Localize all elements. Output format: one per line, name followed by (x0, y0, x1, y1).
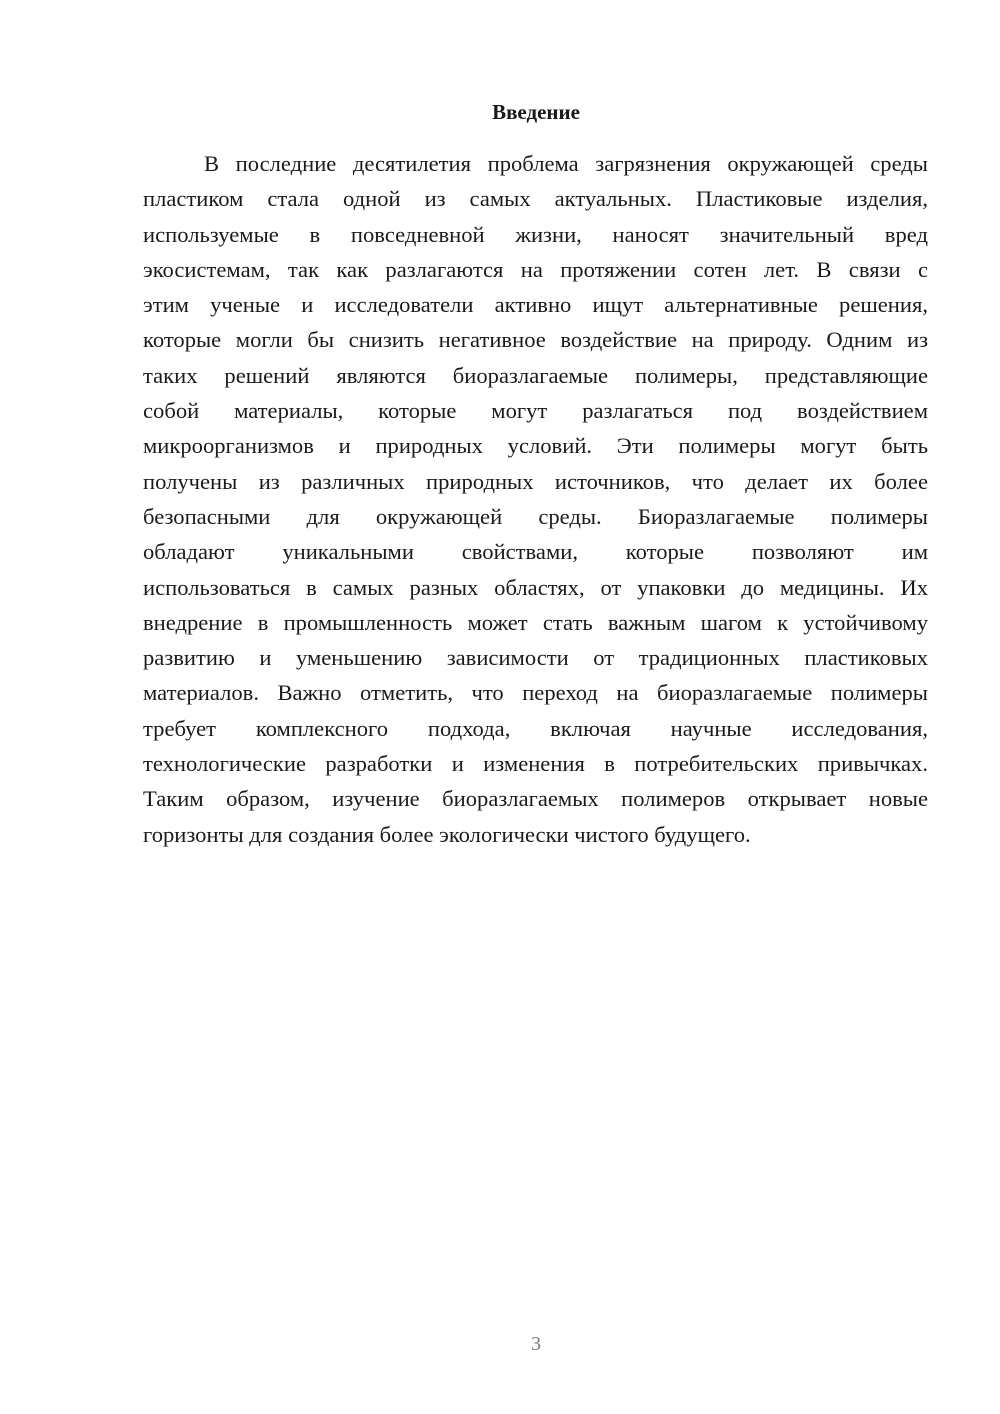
paragraph-line: горизонты для создания более экологически чистого будущего. (143, 821, 751, 847)
paragraph-line: технологические разработки и изменения в потребительских привычках. (143, 751, 928, 777)
paragraph-line: пластиком стала одной из самых актуальных. Пластиковые изделия, (143, 186, 928, 212)
paragraph-line: внедрение в промышленность может стать важным шагом к устойчивому (143, 609, 928, 635)
body-paragraph (143, 146, 928, 852)
paragraph-line: микроорганизмов и природных условий. Эти полимеры могут быть (143, 433, 928, 459)
page-number: 3 (531, 1333, 541, 1355)
section-heading: Введение (492, 100, 580, 124)
paragraph-line: экосистемам, так как разлагаются на протяжении сотен лет. В связи с (143, 256, 928, 282)
paragraph-line: собой материалы, которые могут разлагаться под воздействием (143, 398, 928, 424)
paragraph-line: В последние десятилетия проблема загрязнения окружающей среды (204, 151, 928, 176)
paragraph-line: этим ученые и исследователи активно ищут альтернативные решения, (143, 292, 928, 318)
paragraph-line: таких решений являются биоразлагаемые полимеры, представляющие (143, 362, 928, 388)
paragraph-line: использоваться в самых разных областях, от упаковки до медицины. Их (143, 574, 928, 600)
paragraph-line: развитию и уменьшению зависимости от традиционных пластиковых (143, 645, 928, 671)
paragraph-line: материалов. Важно отметить, что переход на биоразлагаемые полимеры (143, 680, 928, 706)
paragraph-line: Таким образом, изучение биоразлагаемых полимеров открывает новые (143, 786, 928, 812)
paragraph-line: получены из различных природных источников, что делает их более (143, 468, 928, 494)
paragraph-line: безопасными для окружающей среды. Биоразлагаемые полимеры (143, 503, 928, 529)
paragraph-line: обладают уникальными свойствами, которые позволяют им (143, 539, 928, 565)
paragraph-line: требует комплексного подхода, включая научные исследования, (143, 715, 928, 741)
paragraph-line: которые могли бы снизить негативное воздействие на природу. Одним из (143, 327, 928, 353)
paragraph-line: используемые в повседневной жизни, наносят значительный вред (143, 221, 928, 247)
